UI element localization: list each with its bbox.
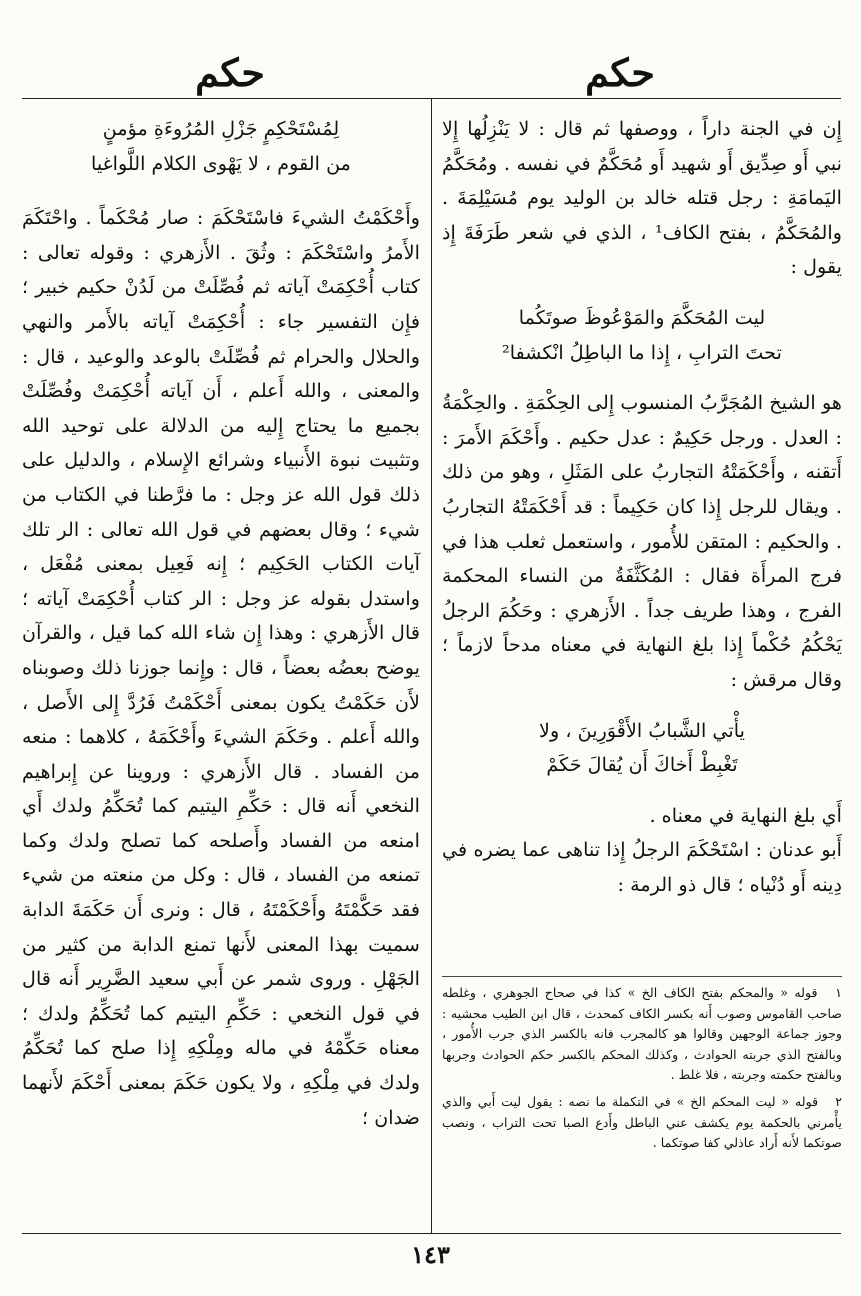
verse-line: تَغْبِطْ أَخاكَ أَن يُقالَ حَكَمْ (546, 753, 738, 777)
footnote-text: قوله « والمحكم بفتح الكاف الخ » كذا في صحاح الجوهري ، وغلطه صاحب القاموس وصوب أَنه بكسر الكاف كمحدث ، قال ابن الطيب محشيه : وجوز جماعة الوجهين وقالوا هو كالمجرب فانه بالكسر الذي جرب الأُمور ، وبالفتح الذي جربته الحوادث ، وكذلك المحكم بالكسر حكم الحوادث وجربها وبالفتح حكمته وجربته ، فلا غلط . (442, 985, 842, 1083)
body-paragraph: وأَحْكَمْتُ الشيءَ فاسْتَحْكَمَ : صار مُحْكَماً . واحْتَكَمَ الأَمرُ واسْتَحْكَمَ : وثُقَ . الأَزهري : وقوله تعالى : كتاب أُحْكِمَتْ آياته ثم فُصِّلَتْ من لَدُنْ حكيم خبير ؛ فإِن التفسير جاء : أُحْكِمَتْ آياته بالأَمر والنهي والحلال والحرام ثم فُصِّلَتْ بالوعد والوعيد ، قال : والمعنى ، والله أَعلم ، أَن آياته أُحْكِمَتْ وفُصِّلَتْ بجميع ما يحتاج إِليه من الدلالة على توحيد الله وتثبيت نبوة الأَنبياء وشرائع الإِسلام ، والدليل على ذلك قول الله عز وجل : ما فرَّطنا في الكتاب من شيء ؛ وقال بعضهم في قول الله تعالى : الر تلك آيات الكتاب الحَكِيم ؛ إِنه فَعِيل بمعنى مُفْعَل ، واستدل بقوله عز وجل : الر كتاب أُحْكِمَتْ آياته ؛ قال الأَزهري : وهذا إِن شاء الله كما قيل ، والقرآن يوضح بعضُه بعضاً ، قال : وإِنما جوزنا ذلك وصوبناه لأَن حَكَمْتُ يكون بمعنى أَحْكَمْتُ فَرُدَّ إِلى الأَصل ، والله أَعلم . وحَكَمَ الشيءَ وأَحْكَمَهُ ، كلاهما : منعه من الفساد . قال الأَزهري : وروينا عن إِبراهيم النخعي أَنه قال : حَكِّمِ اليتيم كما تُحَكِّمُ ولدك أَي امنعه من الفساد وأَصلحه كما تصلح ولدك وكما تمنعه من الفساد ، قال : وكل من منعته من شيء فقد حَكَّمْتَهُ وأَحْكَمْتَهُ ، قال : ونرى أَن حَكَمَةَ الدابة سميت بهذا المعنى لأَنها تمنع الدابة من كثير من الجَهْلِ . وروى شمر عن أَبي سعيد الضَّرِير أَنه قال في قول النخعي : حَكِّمِ اليتيم كما تُحَكِّمُ ولدك ؛ معناه حَكِّمْهُ في ماله ومِلْكِهِ إِذا صلح كما تُحَكِّمُ ولدك في مِلْكِهِ ، ولا يكون حَكَمَ بمعنى أَحْكَمَ لأَنهما ضدان ؛ (22, 206, 420, 1129)
body-paragraph: أَي بلغ النهاية في معناه . (649, 803, 842, 827)
right-column (442, 112, 842, 902)
headword-right: حكم (585, 50, 655, 95)
footnotes (442, 976, 842, 1160)
verse-line: ليت المُحَكَّمَ والمَوْعُوظَ صوتَكُما (518, 305, 766, 329)
column-divider (431, 99, 432, 1233)
footnote-number: ٢ (835, 1093, 842, 1109)
verse-line: تحتَ الترابِ ، إِذا ما الباطِلُ انْكشفا² (502, 340, 782, 364)
footnote-text: قوله « ليت المحكم الخ » في التكملة ما نصه : يقول ليت أَبي والذي يأْمرني بالحكمة يوم يكشف عني الباطل وأَدع الصبا تحت التراب ، ونصب صوتكما لأَنه أَراد عاذلي كفا صوتكما . (442, 1093, 842, 1151)
footnote (442, 1092, 842, 1154)
page-number: ١٤٣ (411, 1240, 450, 1269)
left-column (22, 112, 420, 1135)
headword-left: حكم (195, 50, 265, 95)
verse-line: يأْتي الشَّبابُ الأَقْوَرِينَ ، ولا (539, 718, 745, 742)
body-paragraph: أَبو عدنان : اسْتَحْكَمَ الرجلُ إِذا تناهى عما يضره في دِينه أَو دُنْياه ؛ قال ذو الرمة : (442, 838, 842, 896)
bottom-rule (22, 1233, 841, 1234)
footnote (442, 983, 842, 1086)
footnote-number: ١ (835, 985, 842, 1000)
body-paragraph: إِن في الجنة داراً ، ووصفها ثم قال : لا يَنْزِلُها إِلا نبي أَو صِدِّيق أَو شهيد أَو مُحَكَّمٌ في نفسه . ومُحَكَّمُ اليَمامَةِ : رجل قتله خالد بن الوليد يوم مُسَيْلِمَةَ . والمُحَكَّمُ ، بفتح الكاف¹ ، الذي في شعر طَرَفَةَ إِذ يقول : (442, 117, 842, 279)
verse-line: من القوم ، لا يَهْوى الكلام اللَّواغيا (91, 151, 351, 175)
body-paragraph: هو الشيخ المُجَرَّبُ المنسوب إِلى الحِكْمَةِ . والحِكْمَةُ : العدل . ورجل حَكِيمٌ : عدل حكيم . وأَحْكَمَ الأَمرَ : أَتقنه ، وأَحْكَمَتْهُ التجاربُ على المَثَلِ ، وهو من ذلك . ويقال للرجل إِذا كان حَكِيماً : قد أَحْكَمَتْهُ التجاربُ . والحكيم : المتقن للأُمور ، واستعمل ثعلب هذا في فرج المرأَة فقال : المُكَثَّفَةُ من النساء المحكمة الفرج ، وهذا طريف جداً . الأَزهري : وحَكُمَ الرجلُ يَحْكُمُ حُكْماً إِذا بلغ النهاية في معناه مدحاً لازماً ؛ وقال مرقش : (442, 391, 842, 691)
verse-line: لِمُسْتَحْكِمٍ جَزْلِ المُرُوءَةِ مؤمنٍ (102, 117, 340, 140)
